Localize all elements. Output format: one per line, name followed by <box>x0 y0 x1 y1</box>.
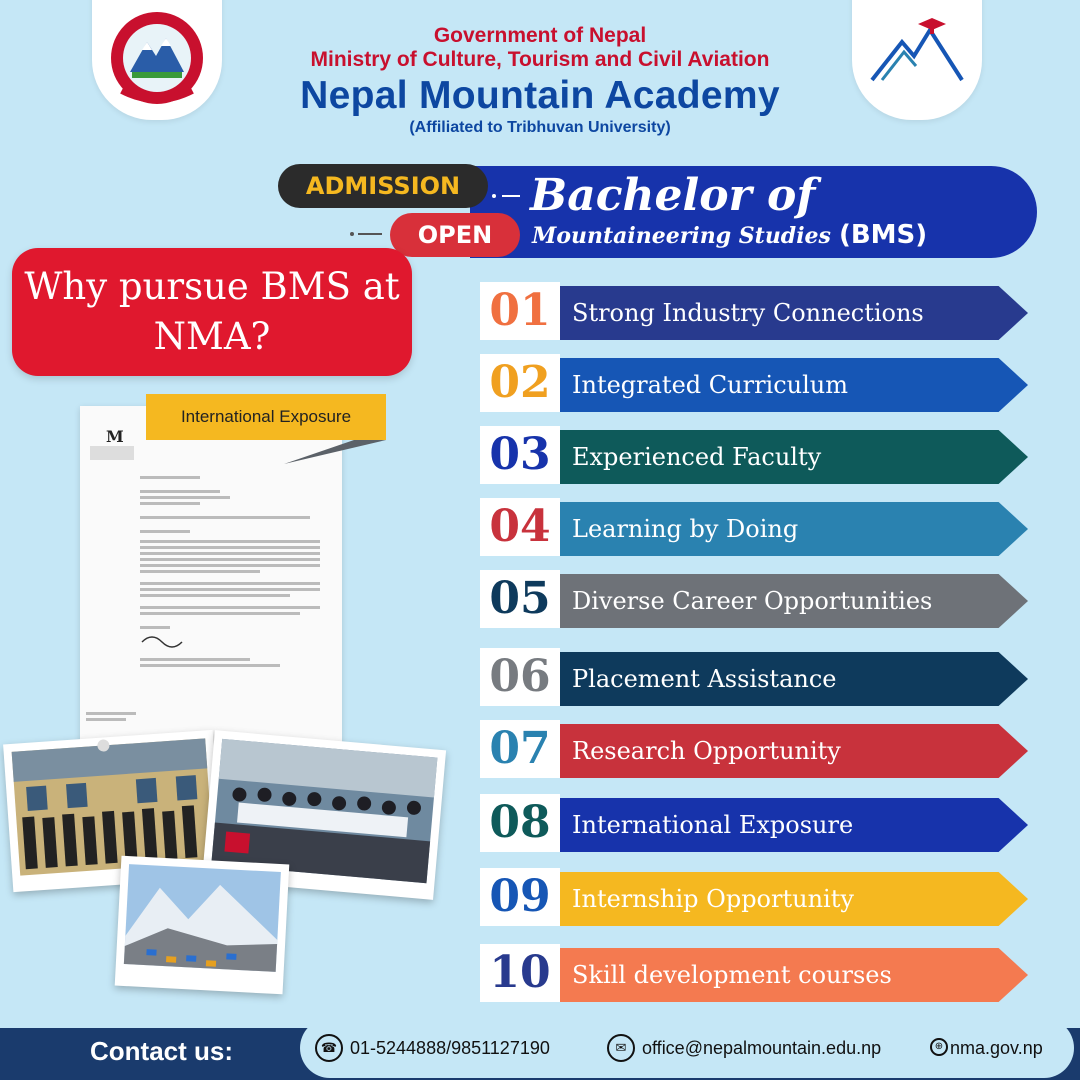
phone-icon: ☎ <box>315 1034 343 1062</box>
photo-mountain-icon <box>115 856 290 995</box>
reason-row <box>480 354 1040 412</box>
reason-row <box>480 498 1040 556</box>
reason-number: 02 <box>480 354 560 412</box>
contact-label: Contact us: <box>90 1036 233 1066</box>
reason-label: Experienced Faculty <box>572 443 822 471</box>
dots-decoration-icon <box>344 186 534 246</box>
bms-abbr: (BMS) <box>838 220 928 250</box>
reason-number: 05 <box>480 570 560 628</box>
website-link[interactable]: nma.gov.np <box>950 1038 1043 1058</box>
program-name-text: Mountaineering Studies <box>532 223 831 249</box>
reason-row <box>480 426 1040 484</box>
reason-label: Internship Opportunity <box>572 885 854 913</box>
reason-number: 01 <box>480 282 560 340</box>
reason-number: 10 <box>480 944 560 1002</box>
reason-label: Strong Industry Connections <box>572 299 924 327</box>
reason-number: 06 <box>480 648 560 706</box>
email-link[interactable]: office@nepalmountain.edu.np <box>642 1038 882 1058</box>
program-name <box>532 220 927 250</box>
tag-fold-icon <box>284 440 386 464</box>
reason-number: 03 <box>480 426 560 484</box>
reason-label: International Exposure <box>572 811 854 839</box>
reason-label: Learning by Doing <box>572 515 799 543</box>
reason-row <box>480 648 1040 706</box>
open-pill: OPEN <box>390 213 520 257</box>
reason-label: Placement Assistance <box>572 665 837 693</box>
reason-label: Research Opportunity <box>572 737 841 765</box>
reason-number: 07 <box>480 720 560 778</box>
email-icon: ✉ <box>607 1034 635 1062</box>
reason-row <box>480 868 1040 926</box>
affiliation-text: (Affiliated to Tribhuvan University) <box>409 119 671 136</box>
globe-icon: ⊕ <box>930 1038 948 1056</box>
reason-label: Skill development courses <box>572 961 892 989</box>
academy-title: Nepal Mountain Academy <box>300 74 780 117</box>
reason-row <box>480 944 1040 1002</box>
reason-row <box>480 570 1040 628</box>
why-pursue-heading: Why pursue BMS at NMA? <box>12 248 412 376</box>
reason-row <box>480 720 1040 778</box>
phone-link[interactable]: 01-5244888/9851127190 <box>350 1038 550 1058</box>
reason-number: 09 <box>480 868 560 926</box>
international-exposure-tag: International Exposure <box>146 394 386 440</box>
reason-number: 08 <box>480 794 560 852</box>
bachelor-heading: Bachelor of <box>530 170 816 221</box>
reason-label: Diverse Career Opportunities <box>572 587 933 615</box>
reason-number: 04 <box>480 498 560 556</box>
reason-label: Integrated Curriculum <box>572 371 848 399</box>
gov-heading: Government of Nepal <box>433 24 647 47</box>
basecamp-photo <box>115 856 290 995</box>
reason-row <box>480 794 1040 852</box>
reason-row <box>480 282 1040 340</box>
admission-pill: ADMISSION <box>278 164 488 208</box>
svg-text:M: M <box>106 427 124 446</box>
ministry-heading: Ministry of Culture, Tourism and Civil Aviation <box>310 48 770 71</box>
